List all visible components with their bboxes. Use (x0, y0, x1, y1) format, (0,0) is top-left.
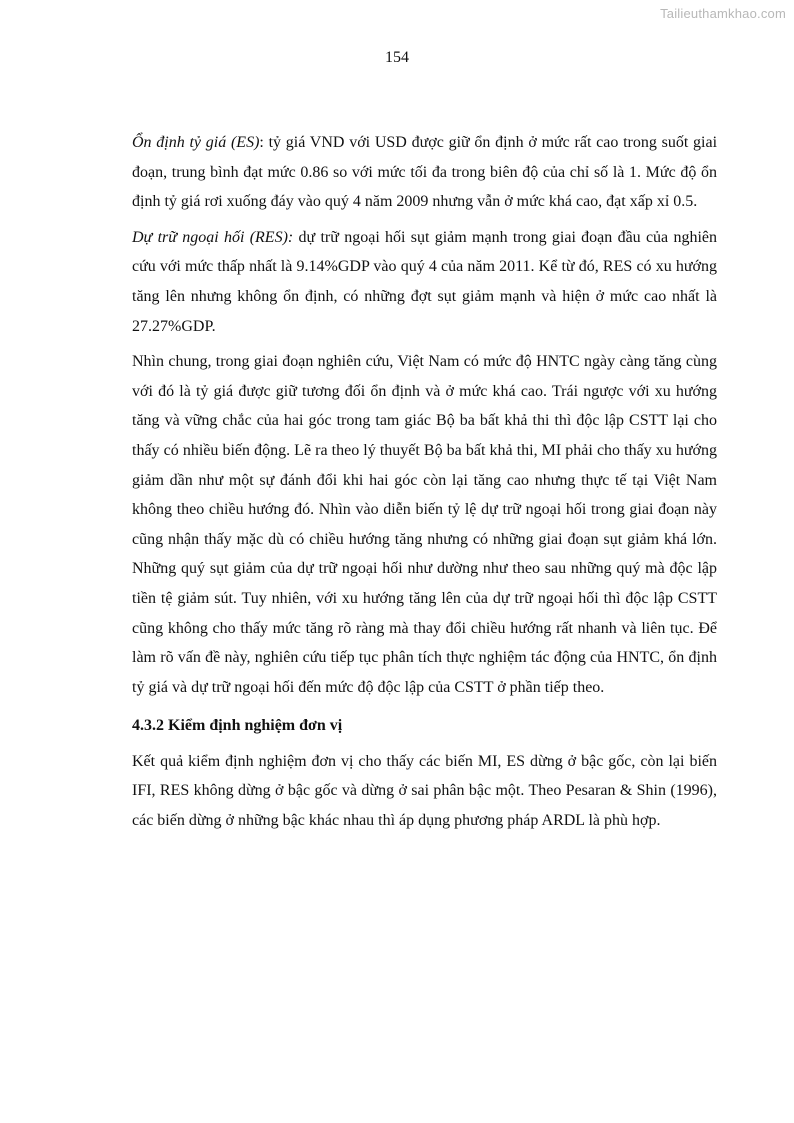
page-number: 154 (385, 49, 409, 66)
paragraph-res-text: dự trữ ngoại hối sụt giảm mạnh trong giai đoạn đầu của nghiên cứu với mức thấp nhất là 9.14%GDP vào quý 4 của năm 2011. Kể từ đó, RES có xu hướng tăng lên nhưng không ổn định, có những đợt sụt giảm mạnh và hiện ở mức cao nhất là 27.27%GDP. (132, 228, 717, 335)
paragraph-exchange-rate-stability (132, 128, 717, 217)
paragraph-foreign-reserves (132, 223, 717, 341)
paragraph-unit-root: Kết quả kiểm định nghiệm đơn vị cho thấy các biến MI, ES dừng ở bậc gốc, còn lại biến IFI, RES không dừng ở bậc gốc và dừng ở sai phân bậc một. Theo Pesaran & Shin (1996), các biến dừng ở những bậc khác nhau thì áp dụng phương pháp ARDL là phù hợp. (132, 752, 717, 830)
term-res: Dự trữ ngoại hối (RES): (132, 228, 294, 246)
section-heading: 4.3.2 Kiểm định nghiệm đơn vị (132, 717, 343, 735)
document-body (132, 128, 717, 845)
watermark: Tailieuthamkhao.com (660, 6, 786, 21)
paragraph-es-text: : tỷ giá VND với USD được giữ ổn định ở mức rất cao trong suốt giai đoạn, trung bình đạt mức 0.86 so với mức tối đa trong biên độ của chỉ số là 1. Mức độ ổn định tỷ giá rơi xuống đáy vào quý 4 năm 2009 nhưng vẫn ở mức khá cao, đạt xấp xỉ 0.5. (132, 134, 718, 211)
paragraph-summary: Nhìn chung, trong giai đoạn nghiên cứu, Việt Nam có mức độ HNTC ngày càng tăng cùng với đó là tỷ giá được giữ tương đối ổn định và ở mức khá cao. Trái ngược với xu hướng tăng và vững chắc của hai góc trong tam giác Bộ ba bất khả thi thì độc lập CSTT lại cho thấy có nhiều biến động. Lẽ ra theo lý thuyết Bộ ba bất khả thi, MI phải cho thấy xu hướng giảm dần như một sự đánh đổi khi hai góc còn lại tăng cao nhưng thực tế tại Việt Nam không theo chiều hướng đó. Nhìn vào diễn biến tỷ lệ dự trữ ngoại hối trong giai đoạn này cũng nhận thấy mặc dù có chiều hướng tăng nhưng có những giai đoạn sụt giảm khá lớn. Những quý sụt giảm của dự trữ ngoại hối như dường như theo sau những quý mà độc lập tiền tệ giảm sút. Tuy nhiên, với xu hướng tăng lên của dự trữ ngoại hối thì độc lập CSTT cũng không cho thấy mức tăng rõ ràng mà thay đổi chiều hướng rất nhanh và liên tục. Để làm rõ vấn đề này, nghiên cứu tiếp tục phân tích thực nghiệm tác động của HNTC, ổn định tỷ giá và dự trữ ngoại hối đến mức độ độc lập của CSTT ở phần tiếp theo. (132, 353, 717, 696)
term-es: Ổn định tỷ giá (ES) (132, 134, 260, 151)
